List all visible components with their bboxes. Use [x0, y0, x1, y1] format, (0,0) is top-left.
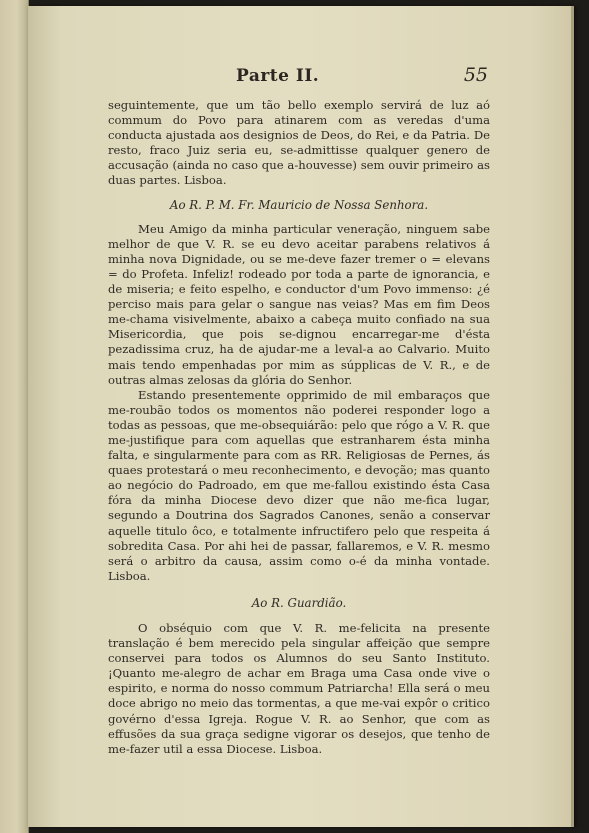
running-title: Parte II. — [236, 66, 320, 86]
running-header — [28, 64, 574, 94]
previous-page-edge — [0, 0, 29, 833]
paragraph: O obséquio com que V. R. me-felicita na presente translação é bem merecido pela singular affeição que sempre conservei para todos os Alumnos do seu Santo Instituto. ¡Quanto me-alegro de achar em Braga uma Casa onde vive o espirito, e norma do nosso commum Patriarcha! Ella será o meu doce abrigo no meio das tormentas, a que me-vai expôr o critico govérno d'essa Igreja. Rogue V. R. ao Senhor, que com as effusões da sua graça sedigne vigorar os desejos, que tenho de me-fazer util a essa Diocese. Lisboa. — [108, 621, 490, 756]
paragraph: Estando presentemente opprimido de mil embaraços que me-roubão todos os momentos não poderei responder logo a todas as pessoas, que me-obsequiárão: pelo que rógo a V. R. que me-justifique para com aquellas que estranharem ésta minha falta, e singularmente para com as RR. Religiosas de Pernes, ás quaes protestará o meu reconhecimento, e devoção; mas quanto ao negócio do Padroado, em que me-fallou existindo ésta Casa fóra da minha Diocese devo dizer que não me-fica lugar, segundo a Doutrina dos Sagrados Canones, senão a conservar aquelle titulo ôco, e totalmente infructifero pelo que respeita á sobredita Casa. Por ahi hei de passar, fallaremos, e V. R. mesmo será o arbitro da causa, assim como o-é da minha vontade. Lisboa. — [108, 387, 490, 583]
paragraph-continuation: seguintemente, que um tão bello exemplo servirá de luz aó commum do Povo para atinarem com as veredas d'uma conducta ajustada aos designios de Deos, do Rei, e da Patria. De resto, fraco Juiz seria eu, se-admittisse qualquer genero de accusação (ainda no caso que a-houvesse) sem ouvir primeiro as duas partes. Lisboa. — [108, 98, 490, 188]
paragraph: Meu Amigo da minha particular veneração, ninguem sabe melhor de que V. R. se eu devo aceitar parabens relativos á minha nova Dignidade, ou se me-deve fazer tremer o = elevans = do Profeta. Infeliz! rodeado por toda a parte de ignorancia, e de miseria; e feito espelho, e conductor d'um Povo immenso: ¿é perciso mais para gelar o sangue nas veias? Mas em fim Deos me-chama visivelmente, abaixo a cabeça muito confiado na sua Misericordia, que pois se-dignou encarregar-me d'ésta pezadissima cruz, ha de ajudar-me a leval-a ao Calvario. Muito mais tendo empenhadas por mim as súpplicas de V. R., e de outras almas zelosas da glória do Senhor. — [108, 221, 490, 387]
book-page — [28, 6, 574, 827]
page-edge — [571, 6, 574, 827]
letter-heading-guardiao: Ao R. Guardião. — [251, 595, 347, 610]
page-number: 55 — [463, 64, 488, 86]
letter-heading-mauricio: Ao R. P. M. Fr. Mauricio de Nossa Senhora. — [169, 197, 429, 212]
body-text — [108, 98, 490, 757]
